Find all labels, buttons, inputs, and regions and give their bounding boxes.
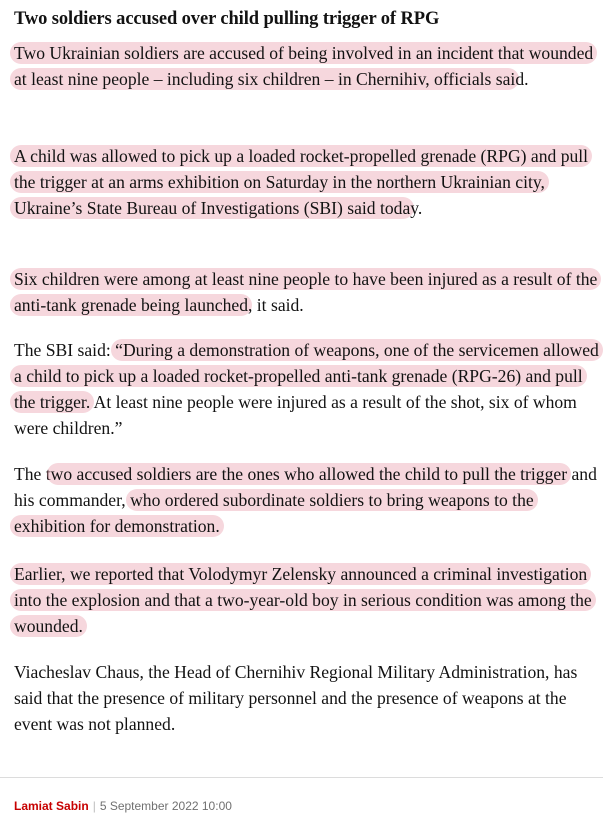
- highlighted-text: wo accused soldiers are the ones who allowed the child to pull the trigger: [47, 463, 571, 485]
- paragraph-text: and his commander,: [14, 464, 597, 510]
- byline: [14, 798, 232, 814]
- paragraph-text: The t: [14, 464, 51, 484]
- paragraph-2: [14, 143, 599, 221]
- highlighted-text: Earlier, we reported that Volodymyr Zelensky announced a criminal investigation into the explosion and that a two-year-old boy in serious condition was among the wounded.: [10, 563, 596, 637]
- highlighted-text: Two Ukrainian soldiers are accused of being involved in an incident that wounded at least nine people – including six children – in Chernihiv, officials sai: [10, 42, 597, 90]
- paragraph-text: , it said.: [248, 295, 304, 315]
- paragraph-1: [14, 40, 599, 92]
- highlighted-text: Six children were among at least nine people to have been injured as a result of the anti-tank grenade being launched: [10, 268, 601, 316]
- paragraph-3: [14, 266, 599, 318]
- paragraph-text: The SBI said:: [14, 340, 116, 360]
- paragraph-text: d.: [515, 69, 529, 89]
- paragraph-6: [14, 561, 599, 639]
- footer-divider: [0, 777, 603, 778]
- byline-separator: |: [92, 799, 96, 813]
- author-link[interactable]: Lamiat Sabin: [14, 799, 89, 813]
- paragraph-4: [14, 337, 599, 441]
- paragraph-7: Viacheslav Chaus, the Head of Chernihiv Regional Military Administration, has said that the presence of military personnel and the presence of weapons at the event was not planned.: [14, 662, 578, 734]
- paragraph-text: At least nine people were injured as a result of the shot, six of whom were children.”: [14, 392, 577, 438]
- article-headline: Two soldiers accused over child pulling trigger of RPG: [14, 9, 440, 29]
- highlighted-quote: “During a demonstration of weapons, one of the servicemen allowed a child to pick up a loaded rocket-propelled anti-tank grenade (RPG-26) and pull the trigger.: [10, 339, 603, 413]
- paragraph-text: y.: [410, 198, 423, 218]
- paragraph-5: [14, 461, 599, 539]
- highlighted-text: who ordered subordinate soldiers to bring weapons to the exhibition for demonstration.: [10, 489, 538, 537]
- highlighted-text: A child was allowed to pick up a loaded rocket-propelled grenade (RPG) and pull the trigger at an arms exhibition on Saturday in the northern Ukrainian city, Ukraine’s State Bureau of Investigations (SBI) said toda: [10, 145, 592, 219]
- timestamp: 5 September 2022 10:00: [99, 799, 232, 813]
